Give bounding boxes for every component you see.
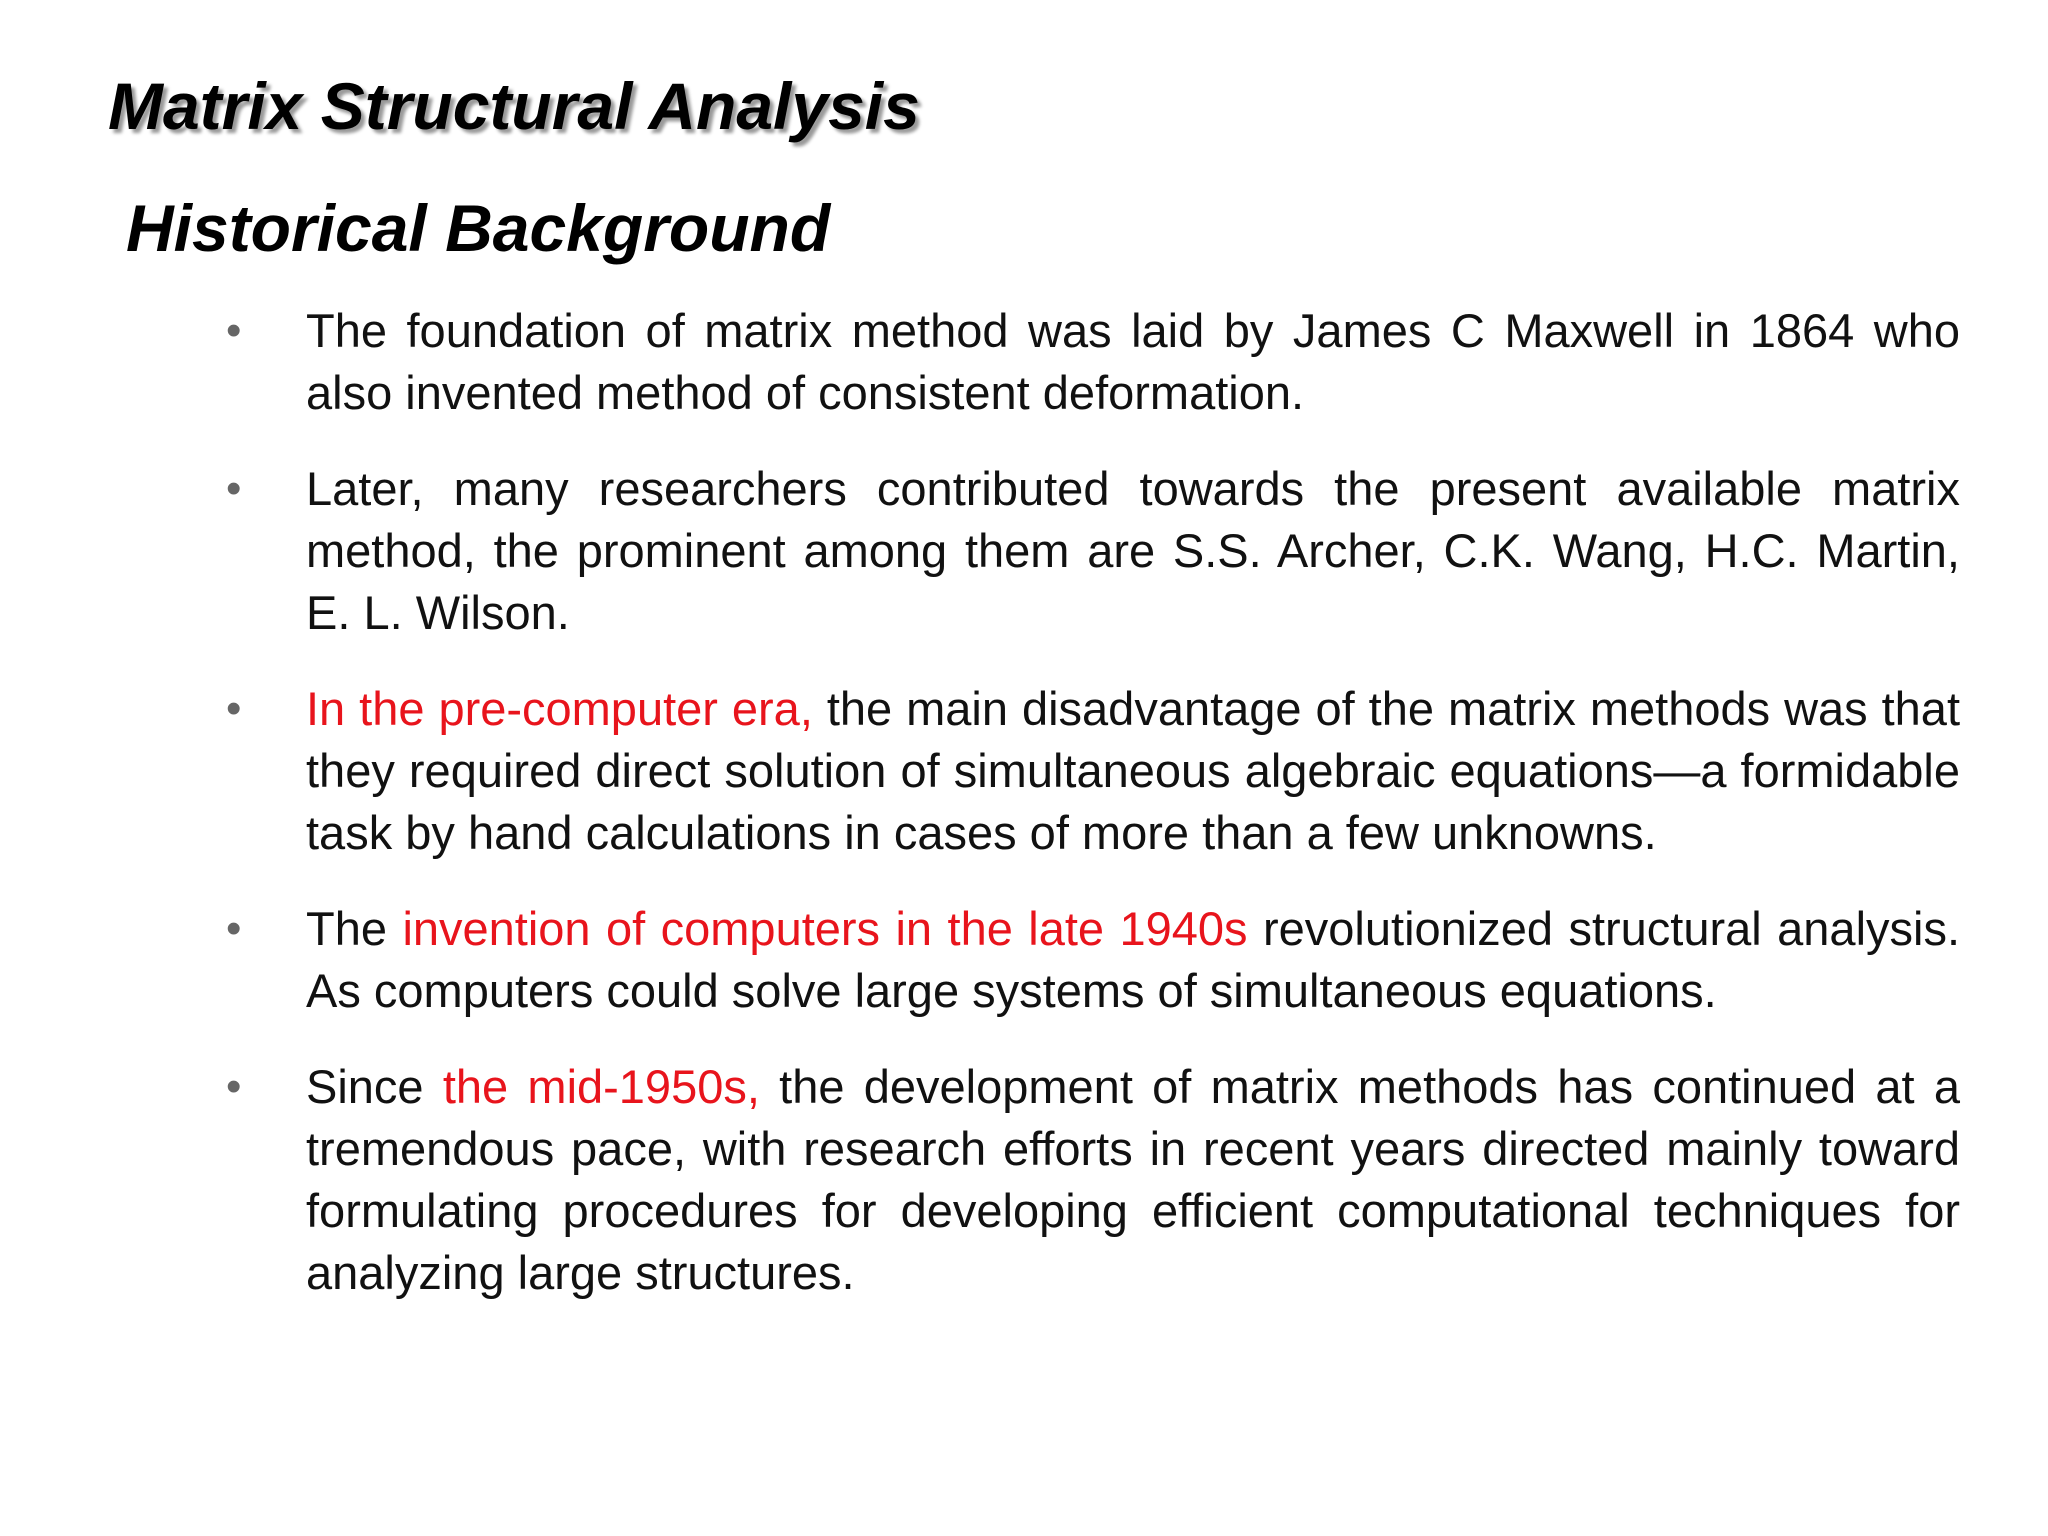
- bullet-list: [220, 300, 1960, 1338]
- bullet-text-post: the main disadvantage of the matrix methods was that they required direct solution of simultaneous algebraic equations—a formidable task by hand calculations in cases of more than a few unknowns.: [306, 682, 1961, 859]
- bullet-dot-icon: •: [226, 684, 242, 733]
- bullet-text-pre: Later, many researchers contributed towards the present available matrix method, the prominent among them are S.S. Archer, C.K. Wang, H.C. Martin, E. L. Wilson.: [306, 462, 1960, 639]
- bullet-text-highlight: the mid-1950s,: [442, 1060, 760, 1113]
- slide-title: Matrix Structural Analysis: [108, 69, 920, 143]
- bullet-text-highlight: invention of computers in the late 1940s: [402, 902, 1248, 955]
- bullet-text-post: the development of matrix methods has continued at a tremendous pace, with research efforts in recent years directed mainly toward formulating procedures for developing efficient computational techniques for analyzing large structures.: [306, 1060, 1960, 1299]
- bullet-dot-icon: •: [226, 904, 242, 953]
- bullet-text-highlight: In the pre-computer era,: [306, 682, 813, 735]
- bullet-dot-icon: •: [226, 464, 242, 513]
- bullet-text: [306, 300, 1960, 424]
- bullet-text: [306, 678, 1960, 864]
- bullet-text-pre: The foundation of matrix method was laid by James C Maxwell in 1864 who also invented method of consistent deformation.: [306, 304, 1960, 419]
- bullet-text: [306, 458, 1960, 644]
- bullet-text: [306, 898, 1960, 1022]
- bullet-item: [220, 678, 1960, 864]
- bullet-item: [220, 300, 1960, 424]
- bullet-item: [220, 898, 1960, 1022]
- bullet-text-pre: The: [306, 902, 403, 955]
- bullet-text-post: revolutionized structural analysis. As computers could solve large systems of simultaneous equations.: [306, 902, 1961, 1017]
- slide-subtitle: Historical Background: [126, 191, 831, 265]
- bullet-text: [306, 1056, 1960, 1304]
- bullet-dot-icon: •: [226, 1062, 242, 1111]
- bullet-text-pre: Since: [306, 1060, 443, 1113]
- bullet-dot-icon: •: [226, 306, 242, 355]
- bullet-item: [220, 458, 1960, 644]
- bullet-item: [220, 1056, 1960, 1304]
